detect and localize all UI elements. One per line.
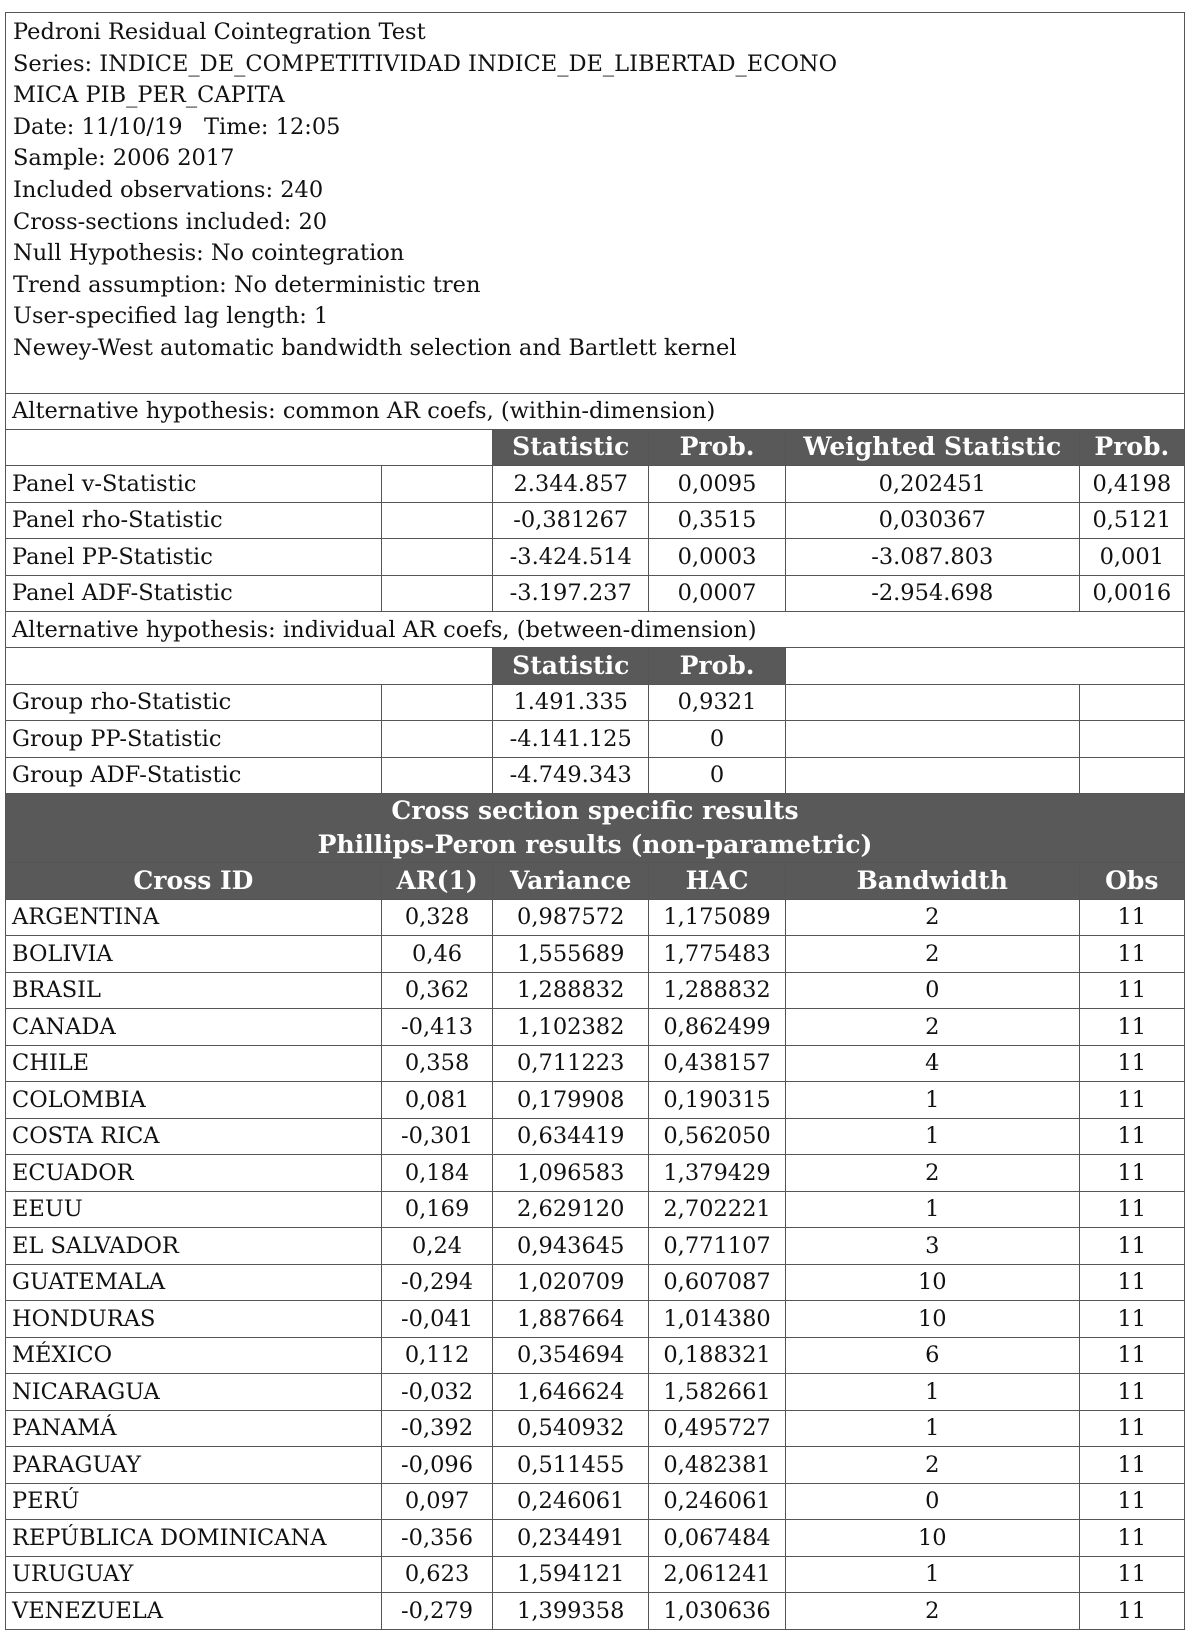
within-row-weighted-prob: 0,0016 xyxy=(1079,575,1184,612)
between-row-blank xyxy=(1079,721,1184,758)
cross-row-variance: 0,511455 xyxy=(493,1447,649,1484)
cross-row-hac: 0,246061 xyxy=(649,1483,786,1520)
cross-row-variance: 1,555689 xyxy=(493,936,649,973)
within-row-name: Panel PP-Statistic xyxy=(6,539,382,576)
between-row-blank xyxy=(785,721,1079,758)
cross-row-variance: 0,179908 xyxy=(493,1082,649,1119)
table-row xyxy=(6,1228,1185,1265)
cross-row-country: PARAGUAY xyxy=(6,1447,382,1484)
cross-row-obs: 11 xyxy=(1079,1009,1184,1046)
within-column-header-row xyxy=(6,429,1185,466)
between-row-statistic: -4.141.125 xyxy=(493,721,649,758)
cross-row-variance: 0,234491 xyxy=(493,1520,649,1557)
cross-row-hac: 0,862499 xyxy=(649,1009,786,1046)
cross-row-hac: 2,702221 xyxy=(649,1191,786,1228)
cross-row-country: PANAMÁ xyxy=(6,1410,382,1447)
cross-row-ar1: 0,362 xyxy=(381,972,493,1009)
table-row xyxy=(6,1593,1185,1630)
cross-row-ar1: 0,097 xyxy=(381,1483,493,1520)
within-row-prob: 0,0095 xyxy=(649,466,786,503)
header-line-series-cont: MICA PIB_PER_CAPITA xyxy=(13,82,285,109)
between-row xyxy=(6,684,1185,721)
cross-row-ar1: -0,413 xyxy=(381,1009,493,1046)
table-row xyxy=(6,1337,1185,1374)
cross-row-bandwidth: 1 xyxy=(785,1082,1079,1119)
cross-row-bandwidth: 2 xyxy=(785,1593,1079,1630)
cross-row-ar1: -0,032 xyxy=(381,1374,493,1411)
cross-row-hac: 1,014380 xyxy=(649,1301,786,1338)
cross-section-title-row xyxy=(6,794,1185,863)
within-row-name: Panel ADF-Statistic xyxy=(6,575,382,612)
table-row xyxy=(6,1191,1185,1228)
table-row xyxy=(6,1556,1185,1593)
cross-row-obs: 11 xyxy=(1079,1228,1184,1265)
cross-row-country: HONDURAS xyxy=(6,1301,382,1338)
within-row-weighted-prob: 0,5121 xyxy=(1079,502,1184,539)
cross-row-obs: 11 xyxy=(1079,1593,1184,1630)
cross-row-bandwidth: 10 xyxy=(785,1264,1079,1301)
cross-row-country: VENEZUELA xyxy=(6,1593,382,1630)
between-row xyxy=(6,757,1185,794)
cross-row-bandwidth: 2 xyxy=(785,1155,1079,1192)
between-col-statistic: Statistic xyxy=(493,648,649,685)
table-row xyxy=(6,1155,1185,1192)
cross-row-ar1: 0,24 xyxy=(381,1228,493,1265)
cross-row-bandwidth: 2 xyxy=(785,936,1079,973)
cross-section-title-line2: Phillips-Peron results (non-parametric) xyxy=(317,830,873,860)
header-info xyxy=(6,13,1185,394)
within-title-row xyxy=(6,393,1185,429)
cross-row-hac: 0,188321 xyxy=(649,1337,786,1374)
cross-row-hac: 0,482381 xyxy=(649,1447,786,1484)
cross-row-variance: 0,943645 xyxy=(493,1228,649,1265)
cross-row-bandwidth: 0 xyxy=(785,1483,1079,1520)
cross-row-country: PERÚ xyxy=(6,1483,382,1520)
within-row-blank xyxy=(381,575,493,612)
table-row xyxy=(6,1045,1185,1082)
between-row xyxy=(6,721,1185,758)
header-line-observations: Included observations: 240 xyxy=(13,176,324,203)
cross-row-bandwidth: 0 xyxy=(785,972,1079,1009)
cross-row-variance: 0,354694 xyxy=(493,1337,649,1374)
cross-row-hac: 1,030636 xyxy=(649,1593,786,1630)
cross-row-bandwidth: 10 xyxy=(785,1520,1079,1557)
within-header-spacer xyxy=(6,429,493,466)
table-row xyxy=(6,1374,1185,1411)
cross-row-bandwidth: 10 xyxy=(785,1301,1079,1338)
within-row-weighted-prob: 0,4198 xyxy=(1079,466,1184,503)
cross-row-hac: 0,067484 xyxy=(649,1520,786,1557)
cross-row-hac: 0,190315 xyxy=(649,1082,786,1119)
between-row-name: Group rho-Statistic xyxy=(6,684,382,721)
cross-row-variance: 1,288832 xyxy=(493,972,649,1009)
within-row-weighted-statistic: 0,202451 xyxy=(785,466,1079,503)
cross-row-ar1: 0,184 xyxy=(381,1155,493,1192)
cross-row-ar1: 0,623 xyxy=(381,1556,493,1593)
within-row xyxy=(6,539,1185,576)
cross-row-bandwidth: 1 xyxy=(785,1374,1079,1411)
cross-row-country: CANADA xyxy=(6,1009,382,1046)
within-row-blank xyxy=(381,466,493,503)
cross-row-obs: 11 xyxy=(1079,1082,1184,1119)
cross-row-hac: 1,775483 xyxy=(649,936,786,973)
cross-row-variance: 0,634419 xyxy=(493,1118,649,1155)
cross-row-ar1: -0,356 xyxy=(381,1520,493,1557)
cross-row-variance: 0,987572 xyxy=(493,899,649,936)
cross-row-variance: 1,096583 xyxy=(493,1155,649,1192)
cross-row-obs: 11 xyxy=(1079,1410,1184,1447)
within-row-prob: 0,0003 xyxy=(649,539,786,576)
table-row xyxy=(6,1082,1185,1119)
between-row-blank xyxy=(381,757,493,794)
within-col-weighted-statistic: Weighted Statistic xyxy=(785,429,1079,466)
within-row xyxy=(6,502,1185,539)
cross-row-obs: 11 xyxy=(1079,972,1184,1009)
cross-row-variance: 2,629120 xyxy=(493,1191,649,1228)
between-row-prob: 0 xyxy=(649,721,786,758)
cross-row-hac: 0,495727 xyxy=(649,1410,786,1447)
within-row-statistic: 2.344.857 xyxy=(493,466,649,503)
within-col-statistic: Statistic xyxy=(493,429,649,466)
cross-row-hac: 0,562050 xyxy=(649,1118,786,1155)
cross-row-obs: 11 xyxy=(1079,1301,1184,1338)
cross-row-obs: 11 xyxy=(1079,1118,1184,1155)
cross-row-obs: 11 xyxy=(1079,936,1184,973)
within-row-name: Panel v-Statistic xyxy=(6,466,382,503)
header-line-series: Series: INDICE_DE_COMPETITIVIDAD INDICE_DE_LIBERTAD_ECONO xyxy=(13,50,838,77)
between-row-blank xyxy=(785,684,1079,721)
cross-row-bandwidth: 1 xyxy=(785,1556,1079,1593)
between-row-blank xyxy=(1079,757,1184,794)
table-row xyxy=(6,1520,1185,1557)
cross-row-obs: 11 xyxy=(1079,899,1184,936)
cross-row-ar1: -0,096 xyxy=(381,1447,493,1484)
cross-row-hac: 0,771107 xyxy=(649,1228,786,1265)
cross-section-title xyxy=(6,794,1185,863)
between-row-blank xyxy=(381,721,493,758)
table-row xyxy=(6,1301,1185,1338)
cross-row-obs: 11 xyxy=(1079,1374,1184,1411)
within-row-blank xyxy=(381,539,493,576)
cross-row-country: ECUADOR xyxy=(6,1155,382,1192)
cross-row-bandwidth: 2 xyxy=(785,899,1079,936)
within-row-weighted-statistic: -3.087.803 xyxy=(785,539,1079,576)
cross-row-variance: 0,246061 xyxy=(493,1483,649,1520)
cross-row-obs: 11 xyxy=(1079,1337,1184,1374)
within-row-statistic: -0,381267 xyxy=(493,502,649,539)
between-title-row xyxy=(6,612,1185,648)
cross-row-obs: 11 xyxy=(1079,1447,1184,1484)
table-row xyxy=(6,1009,1185,1046)
cross-row-hac: 0,438157 xyxy=(649,1045,786,1082)
cross-row-obs: 11 xyxy=(1079,1045,1184,1082)
within-row-weighted-statistic: 0,030367 xyxy=(785,502,1079,539)
cross-row-ar1: 0,358 xyxy=(381,1045,493,1082)
between-row-name: Group PP-Statistic xyxy=(6,721,382,758)
cross-row-bandwidth: 2 xyxy=(785,1447,1079,1484)
within-row-weighted-prob: 0,001 xyxy=(1079,539,1184,576)
cross-row-hac: 1,288832 xyxy=(649,972,786,1009)
table-row xyxy=(6,1264,1185,1301)
table-row xyxy=(6,1483,1185,1520)
cross-row-hac: 1,582661 xyxy=(649,1374,786,1411)
cross-col-obs: Obs xyxy=(1079,863,1184,900)
cross-row-variance: 1,399358 xyxy=(493,1593,649,1630)
results-table xyxy=(5,12,1185,1630)
cross-row-ar1: -0,294 xyxy=(381,1264,493,1301)
cross-col-ar1: AR(1) xyxy=(381,863,493,900)
cross-col-id: Cross ID xyxy=(6,863,382,900)
cross-row-country: COSTA RICA xyxy=(6,1118,382,1155)
cross-row-ar1: -0,301 xyxy=(381,1118,493,1155)
between-title: Alternative hypothesis: individual AR coefs, (between-dimension) xyxy=(6,612,1185,648)
header-line-bandwidth: Newey-West automatic bandwidth selection and Bartlett kernel xyxy=(13,334,737,361)
cross-row-variance: 1,887664 xyxy=(493,1301,649,1338)
cross-row-country: BOLIVIA xyxy=(6,936,382,973)
within-title: Alternative hypothesis: common AR coefs, (within-dimension) xyxy=(6,393,1185,429)
cross-row-variance: 1,594121 xyxy=(493,1556,649,1593)
within-row-prob: 0,3515 xyxy=(649,502,786,539)
cross-row-country: ARGENTINA xyxy=(6,899,382,936)
cross-row-bandwidth: 6 xyxy=(785,1337,1079,1374)
cross-row-hac: 1,175089 xyxy=(649,899,786,936)
cross-row-obs: 11 xyxy=(1079,1556,1184,1593)
within-row-name: Panel rho-Statistic xyxy=(6,502,382,539)
cross-row-ar1: -0,041 xyxy=(381,1301,493,1338)
between-row-blank xyxy=(785,757,1079,794)
between-row-prob: 0,9321 xyxy=(649,684,786,721)
cross-row-ar1: 0,46 xyxy=(381,936,493,973)
cross-row-hac: 2,061241 xyxy=(649,1556,786,1593)
cross-row-ar1: 0,081 xyxy=(381,1082,493,1119)
header-line-date: Date: 11/10/19 Time: 12:05 xyxy=(13,113,341,140)
table-row xyxy=(6,1447,1185,1484)
cross-row-variance: 1,020709 xyxy=(493,1264,649,1301)
cross-row-obs: 11 xyxy=(1079,1155,1184,1192)
header-line-cross-sections: Cross-sections included: 20 xyxy=(13,208,328,235)
cross-col-hac: HAC xyxy=(649,863,786,900)
within-row-statistic: -3.424.514 xyxy=(493,539,649,576)
table-row xyxy=(6,899,1185,936)
cross-row-hac: 1,379429 xyxy=(649,1155,786,1192)
cross-row-ar1: 0,328 xyxy=(381,899,493,936)
cross-section-column-header-row xyxy=(6,863,1185,900)
cross-row-country: URUGUAY xyxy=(6,1556,382,1593)
cross-row-obs: 11 xyxy=(1079,1264,1184,1301)
within-col-prob: Prob. xyxy=(649,429,786,466)
table-row xyxy=(6,1118,1185,1155)
between-header-spacer-right xyxy=(785,648,1184,685)
cross-row-variance: 1,102382 xyxy=(493,1009,649,1046)
cross-row-ar1: 0,112 xyxy=(381,1337,493,1374)
between-row-statistic: -4.749.343 xyxy=(493,757,649,794)
within-row xyxy=(6,466,1185,503)
within-row xyxy=(6,575,1185,612)
cross-row-ar1: -0,392 xyxy=(381,1410,493,1447)
cross-row-variance: 1,646624 xyxy=(493,1374,649,1411)
table-row xyxy=(6,936,1185,973)
within-row-blank xyxy=(381,502,493,539)
table-row xyxy=(6,972,1185,1009)
between-header-spacer xyxy=(6,648,493,685)
cross-row-bandwidth: 1 xyxy=(785,1191,1079,1228)
cross-col-variance: Variance xyxy=(493,863,649,900)
cross-row-bandwidth: 3 xyxy=(785,1228,1079,1265)
cross-row-obs: 11 xyxy=(1079,1520,1184,1557)
within-row-statistic: -3.197.237 xyxy=(493,575,649,612)
header-info-row xyxy=(6,13,1185,394)
cross-row-ar1: 0,169 xyxy=(381,1191,493,1228)
cross-row-obs: 11 xyxy=(1079,1483,1184,1520)
between-row-statistic: 1.491.335 xyxy=(493,684,649,721)
between-col-prob: Prob. xyxy=(649,648,786,685)
cross-row-bandwidth: 4 xyxy=(785,1045,1079,1082)
cross-row-bandwidth: 2 xyxy=(785,1009,1079,1046)
cross-row-country: COLOMBIA xyxy=(6,1082,382,1119)
within-row-prob: 0,0007 xyxy=(649,575,786,612)
between-row-prob: 0 xyxy=(649,757,786,794)
pedroni-results-document xyxy=(5,12,1185,1630)
cross-row-country: CHILE xyxy=(6,1045,382,1082)
header-line-null-hypothesis: Null Hypothesis: No cointegration xyxy=(13,240,405,267)
within-row-weighted-statistic: -2.954.698 xyxy=(785,575,1079,612)
cross-row-variance: 0,540932 xyxy=(493,1410,649,1447)
cross-row-country: GUATEMALA xyxy=(6,1264,382,1301)
table-row xyxy=(6,1410,1185,1447)
header-line-sample: Sample: 2006 2017 xyxy=(13,145,235,172)
cross-row-bandwidth: 1 xyxy=(785,1410,1079,1447)
between-column-header-row xyxy=(6,648,1185,685)
header-line-title: Pedroni Residual Cointegration Test xyxy=(13,19,426,45)
cross-row-obs: 11 xyxy=(1079,1191,1184,1228)
cross-row-hac: 0,607087 xyxy=(649,1264,786,1301)
header-line-trend: Trend assumption: No deterministic tren xyxy=(13,271,481,298)
cross-row-ar1: -0,279 xyxy=(381,1593,493,1630)
cross-row-country: REPÚBLICA DOMINICANA xyxy=(6,1520,382,1557)
cross-row-variance: 0,711223 xyxy=(493,1045,649,1082)
cross-col-bandwidth: Bandwidth xyxy=(785,863,1079,900)
between-row-name: Group ADF-Statistic xyxy=(6,757,382,794)
between-row-blank xyxy=(1079,684,1184,721)
cross-row-country: NICARAGUA xyxy=(6,1374,382,1411)
between-row-blank xyxy=(381,684,493,721)
cross-row-bandwidth: 1 xyxy=(785,1118,1079,1155)
within-col-weighted-prob: Prob. xyxy=(1079,429,1184,466)
cross-section-title-line1: Cross section specific results xyxy=(391,796,799,826)
cross-row-country: BRASIL xyxy=(6,972,382,1009)
cross-row-country: EEUU xyxy=(6,1191,382,1228)
cross-row-country: EL SALVADOR xyxy=(6,1228,382,1265)
cross-row-country: MÉXICO xyxy=(6,1337,382,1374)
header-line-lag: User-specified lag length: 1 xyxy=(13,303,329,330)
